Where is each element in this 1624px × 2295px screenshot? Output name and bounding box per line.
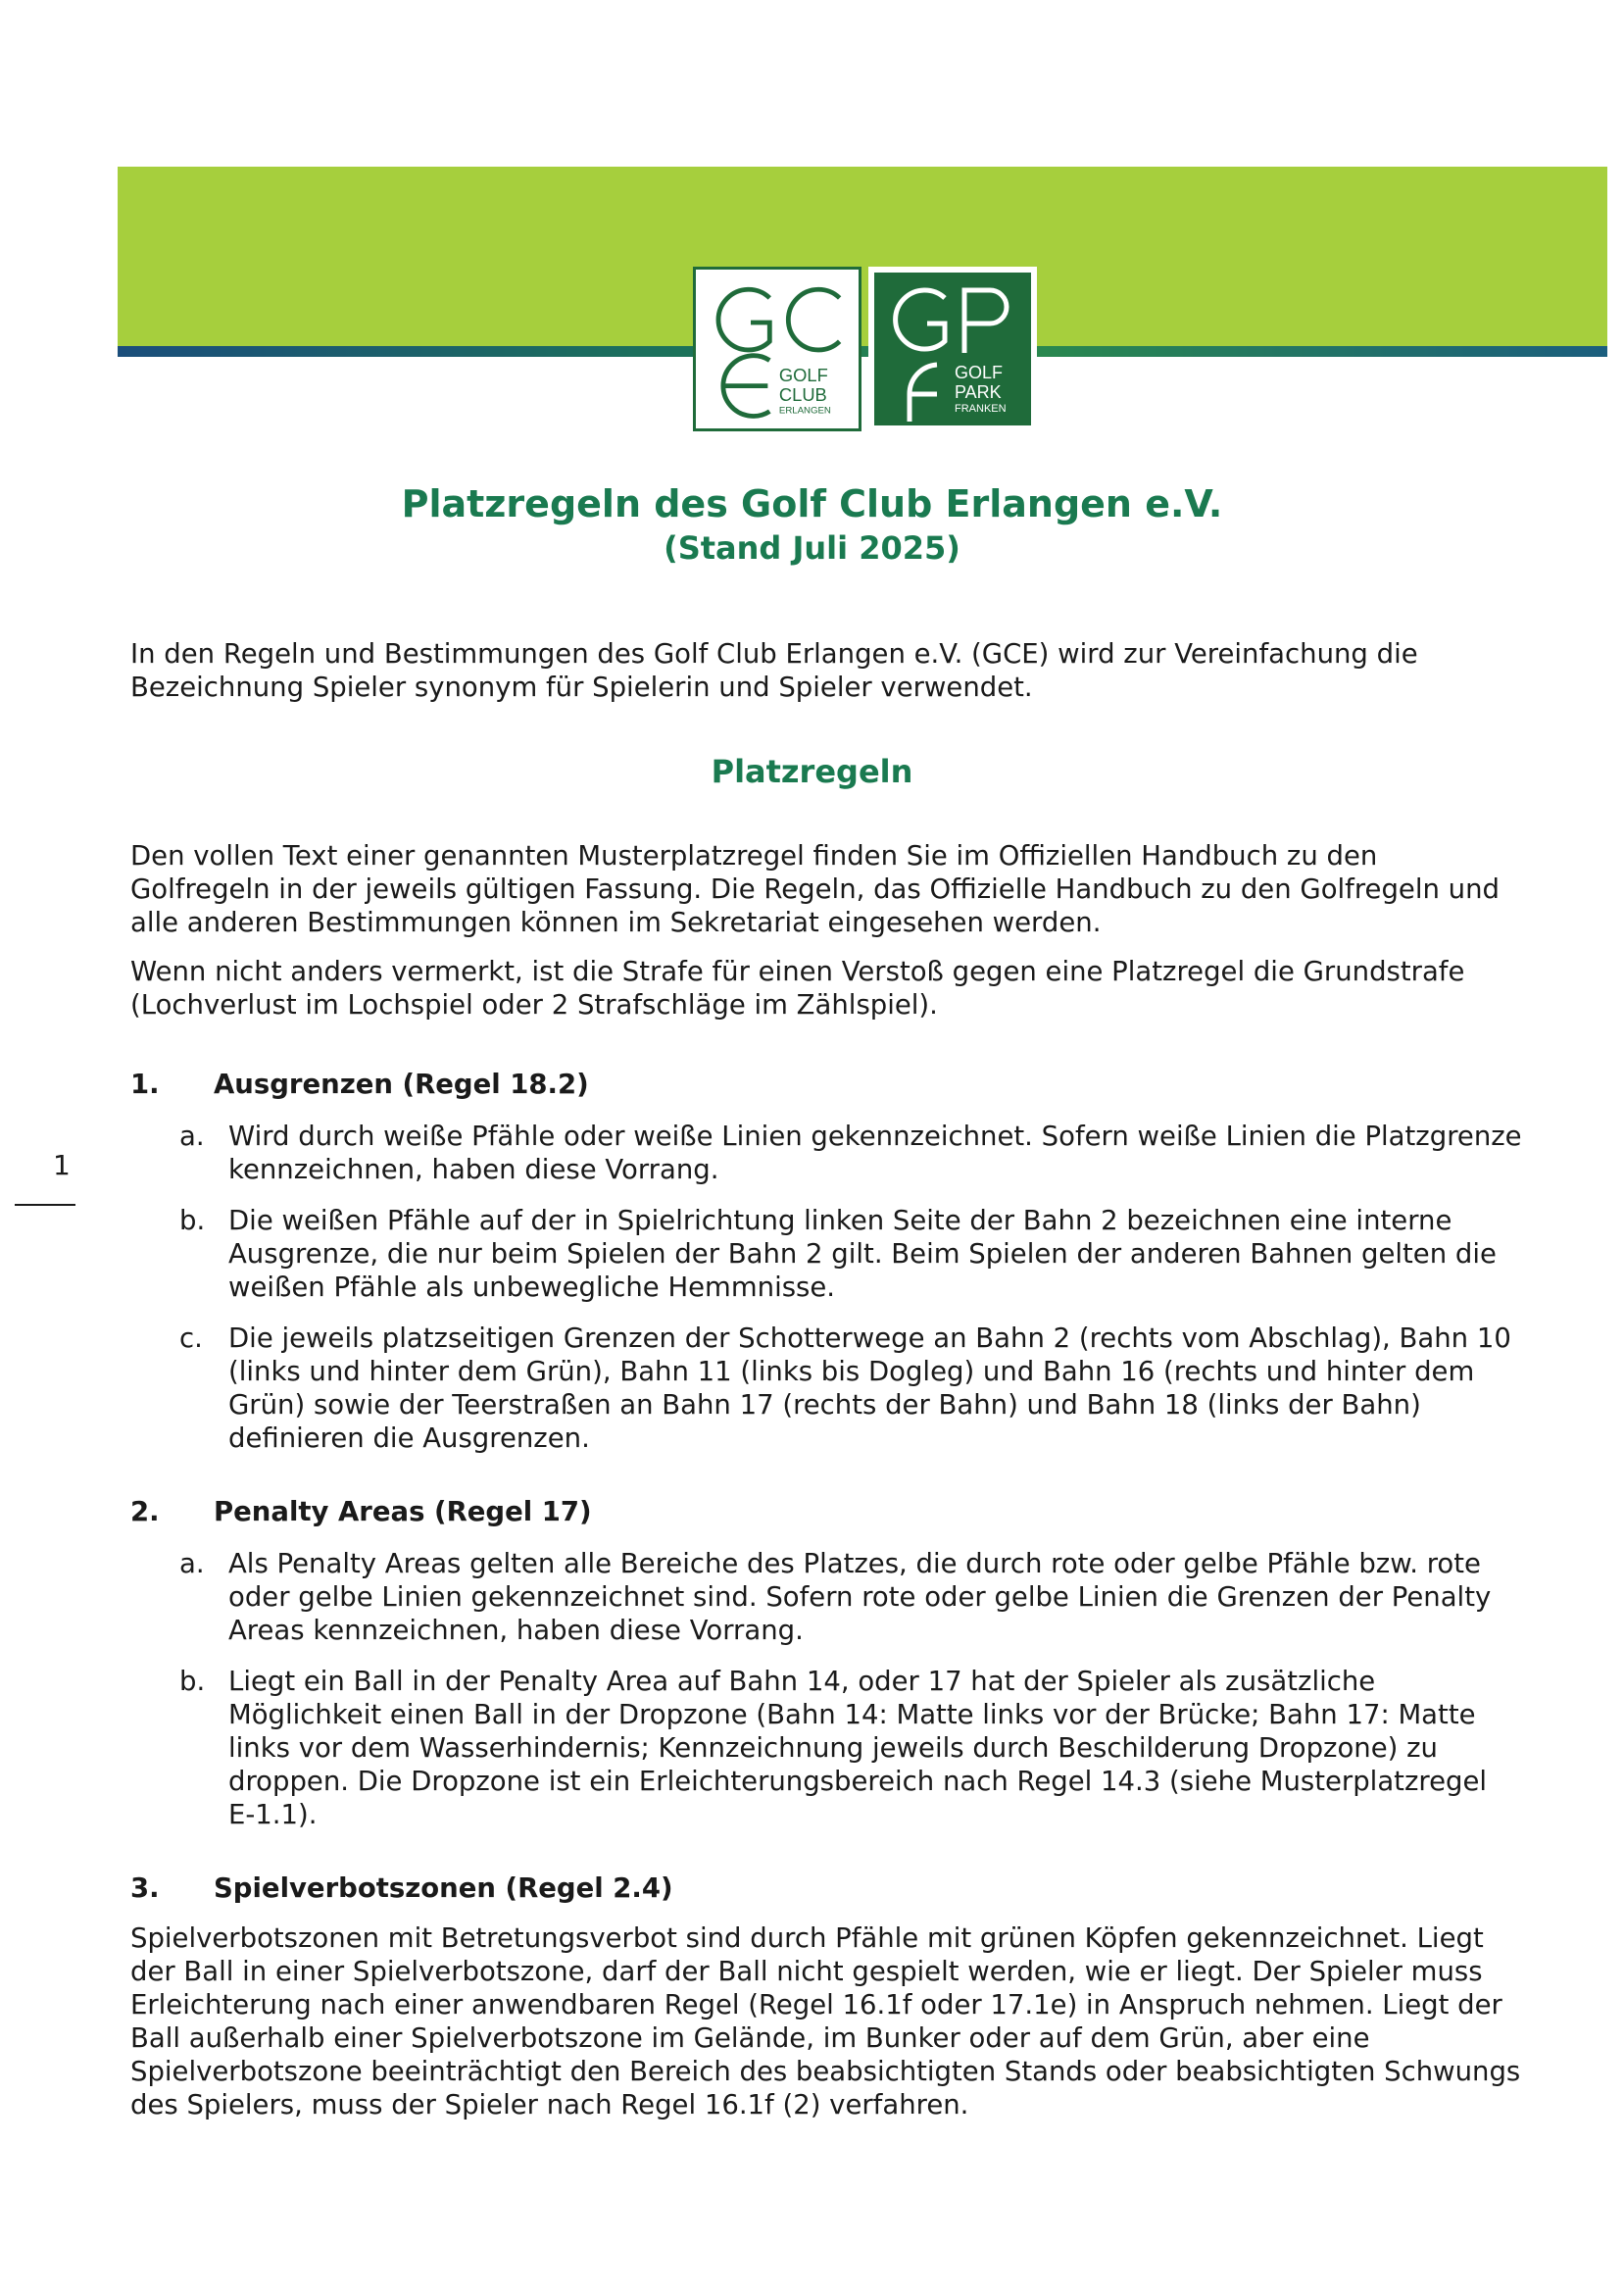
item-text: Wird durch weiße Pfähle oder weiße Linien gekennzeichnet. Sofern weiße Linien die Platzgrenze kennzeichnen, haben diese Vorrang. [228,1121,1522,1185]
item-text: Liegt ein Ball in der Penalty Area auf Bahn 14, oder 17 hat der Spieler als zusätzliche Möglichkeit einen Ball in der Dropzone (Bahn 14: Matte links vor der Brücke; Bahn 17: Matte links vor dem Wasserhindernis; Kennzeichnung jeweils durch Beschilderung Dropzone) zu droppen. Die Dropzone ist ein Erleichterungsbereich nach Regel 14.3 (siehe Musterplatzregel E-1.1). [228,1666,1488,1830]
page-number-rule [15,1204,75,1206]
section-3-heading [130,1872,673,1904]
section-2-heading [130,1496,592,1527]
section-title: Spielverbotszonen (Regel 2.4) [214,1872,673,1904]
item-letter: b. [179,1205,206,1236]
intro-paragraph: In den Regeln und Bestimmungen des Golf Club Erlangen e.V. (GCE) wird zur Vereinfachung die Bezeichnung Spieler synonym für Spielerin und Spieler verwendet. [130,638,1418,703]
svg-text:ERLANGEN: ERLANGEN [778,405,831,417]
gce-logo [693,267,861,431]
section-3-body: Spielverbotszonen mit Betretungsverbot sind durch Pfähle mit grünen Köpfen gekennzeichnet. Liegt der Ball in einer Spielverbotszone, darf der Ball nicht gespielt werden, wie er liegt. Der Spieler muss Erleichterung nach einer anwendbaren Regel (Regel 16.1f oder 17.1e) in Anspruch nehmen. Liegt der Ball außerhalb einer Spielverbotszone im Gelände, im Bunker oder auf dem Grün, aber eine Spielverbotszone beeinträchtigt den Bereich des beabsichtigten Stands oder beabsichtigten Schwungs des Spielers, muss der Spieler nach Regel 16.1f (2) verfahren. [130,1922,1521,2120]
gpf-logo-graphic [874,273,1031,425]
list-item [179,1547,1522,1647]
list-item [179,1120,1522,1186]
svg-text:GOLF: GOLF [778,364,828,385]
document-title: Platzregeln des Golf Club Erlangen e.V. [401,482,1223,525]
item-letter: a. [179,1121,205,1152]
paragraph-handbook: Den vollen Text einer genannten Musterplatzregel finden Sie im Offiziellen Handbuch zu den Golfregeln in der jeweils gültigen Fassung. Die Regeln, das Offizielle Handbuch zu den Golfregeln und alle anderen Bestimmungen können im Sekretariat eingesehen werden. [130,840,1500,938]
section-number: 2. [130,1496,160,1527]
item-text: Die weißen Pfähle auf der in Spielrichtung linken Seite der Bahn 2 bezeichnen eine interne Ausgrenze, die nur beim Spielen der Bahn 2 gilt. Beim Spielen der anderen Bahnen gelten die weißen Pfähle als unbewegliche Hemmnisse. [228,1205,1497,1303]
item-letter: c. [179,1322,203,1354]
document-subtitle: (Stand Juli 2025) [664,529,960,567]
section-1-heading [130,1069,589,1100]
section-number: 1. [130,1069,160,1100]
svg-text:FRANKEN: FRANKEN [955,403,1007,415]
item-letter: b. [179,1666,206,1697]
list-item [179,1204,1522,1304]
section-heading: Platzregeln [711,753,913,790]
list-item [179,1322,1522,1455]
page-number: 1 [53,1149,71,1181]
paragraph-penalty: Wenn nicht anders vermerkt, ist die Strafe für einen Verstoß gegen eine Platzregel die Grundstrafe (Lochverlust im Lochspiel oder 2 Strafschläge im Zählspiel). [130,956,1465,1021]
section-title: Penalty Areas (Regel 17) [214,1496,592,1527]
header-stripe [118,346,1607,357]
item-text: Als Penalty Areas gelten alle Bereiche des Platzes, die durch rote oder gelbe Pfähle bzw. rote oder gelbe Linien gekennzeichnet sind. Sofern rote oder gelbe Linien die Grenzen der Penalty Areas kennzeichnen, haben diese Vorrang. [228,1548,1492,1646]
svg-text:CLUB: CLUB [778,384,827,406]
section-number: 3. [130,1872,160,1904]
item-text: Die jeweils platzseitigen Grenzen der Schotterwege an Bahn 2 (rechts vom Abschlag), Bahn 10 (links und hinter dem Grün), Bahn 11 (links bis Dogleg) und Bahn 16 (rechts und hinter dem Grün) sowie der Teerstraßen an Bahn 17 (rechts der Bahn) und Bahn 18 (links der Bahn) definieren die Ausgrenzen. [228,1322,1511,1454]
svg-text:PARK: PARK [955,382,1002,402]
svg-text:GOLF: GOLF [955,363,1004,382]
gpf-logo [868,267,1037,431]
item-letter: a. [179,1548,205,1579]
section-title: Ausgrenzen (Regel 18.2) [214,1069,589,1100]
header-banner [118,167,1607,346]
list-item [179,1665,1522,1831]
gce-logo-graphic [696,270,859,428]
